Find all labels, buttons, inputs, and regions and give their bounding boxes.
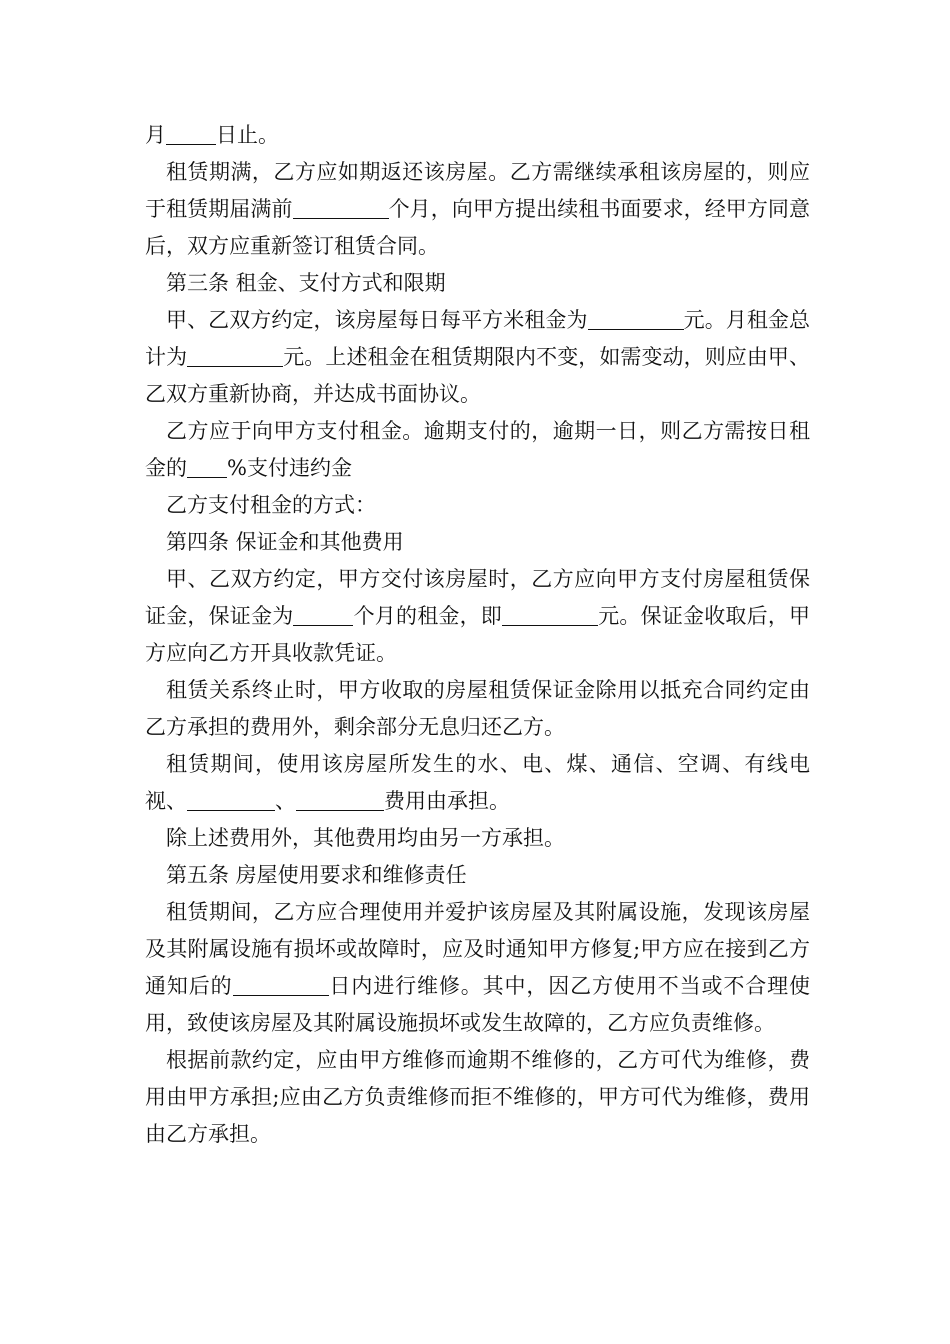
text-segment: 甲、乙双方约定，该房屋每日每平方米租金为 <box>166 308 588 332</box>
blank-field <box>187 455 227 478</box>
text-segment: 甲、乙双方约定，甲方交付该房屋时，乙方应向甲方支付房屋租赁保证金，保证金为 <box>145 567 810 628</box>
text-segment: 日止。 <box>216 123 279 147</box>
paragraph-maintenance <box>145 894 810 1042</box>
text-segment: 租赁期间，乙方应合理使用并爱护该房屋及其附属设施，发现该房屋及其附属设施有损坏或故障时，应及时通知甲方修复;甲方应在接到乙方通知后的 <box>145 900 810 998</box>
text-segment: %支付违约金 <box>227 456 352 480</box>
paragraph-deposit-return: 租赁关系终止时，甲方收取的房屋租赁保证金除用以抵充合同约定由乙方承担的费用外，剩余部分无息归还乙方。 <box>145 678 810 739</box>
blank-field <box>293 603 353 626</box>
text-segment: 日内进行维修。其中，因乙方使用不当或不合理使用，致使该房屋及其附属设施损坏或发生故障的，乙方应负责维修。 <box>145 974 811 1035</box>
text-segment: 元。月租金总计为 <box>145 308 811 369</box>
text-segment: 月 <box>145 123 166 147</box>
blank-field <box>187 788 275 811</box>
article-5-heading: 第五条 房屋使用要求和维修责任 <box>166 863 467 887</box>
paragraph-deposit <box>145 561 810 672</box>
blank-field <box>588 307 684 330</box>
paragraph-lease-renewal <box>145 154 810 265</box>
paragraph-lease-end <box>145 117 810 154</box>
paragraph-late-payment <box>145 413 810 487</box>
text-segment: 租赁期满，乙方应如期返还该房屋。乙方需继续承租该房屋的，则应于租赁期届满前 <box>145 160 810 221</box>
blank-field <box>502 603 598 626</box>
blank-field <box>187 344 283 367</box>
blank-field <box>296 788 384 811</box>
paragraph-repair-costs: 根据前款约定，应由甲方维修而逾期不维修的，乙方可代为维修，费用由甲方承担;应由乙方负责维修而拒不维修的，甲方可代为维修，费用由乙方承担。 <box>145 1048 810 1146</box>
paragraph-other-costs: 除上述费用外，其他费用均由另一方承担。 <box>166 826 565 850</box>
text-segment: 费用由承担。 <box>384 789 510 813</box>
text-segment: 元。保证金收取后，甲方应向乙方开具收款凭证。 <box>145 604 811 665</box>
paragraph-payment-method: 乙方支付租金的方式： <box>166 493 376 517</box>
blank-field <box>293 196 389 219</box>
text-segment: 乙方应于向甲方支付租金。逾期支付的，逾期一日，则乙方需按日租金的 <box>145 419 810 480</box>
article-4-heading: 第四条 保证金和其他费用 <box>166 530 404 554</box>
blank-field <box>233 973 329 996</box>
text-segment: 个月的租金，即 <box>353 604 503 628</box>
document-page <box>145 117 810 1153</box>
text-segment: 个月，向甲方提出续租书面要求，经甲方同意后，双方应重新签订租赁合同。 <box>145 197 811 258</box>
text-segment: 、 <box>275 789 296 813</box>
paragraph-utilities <box>145 746 810 820</box>
text-segment: 元。上述租金在租赁期限内不变，如需变动，则应由甲、乙双方重新协商，并达成书面协议。 <box>145 345 811 406</box>
article-3-heading: 第三条 租金、支付方式和限期 <box>166 271 446 295</box>
paragraph-rent-amount <box>145 302 810 413</box>
text-segment: 租赁期间，使用该房屋所发生的水、电、煤、通信、空调、有线电视、 <box>145 752 810 813</box>
blank-field <box>166 122 216 145</box>
